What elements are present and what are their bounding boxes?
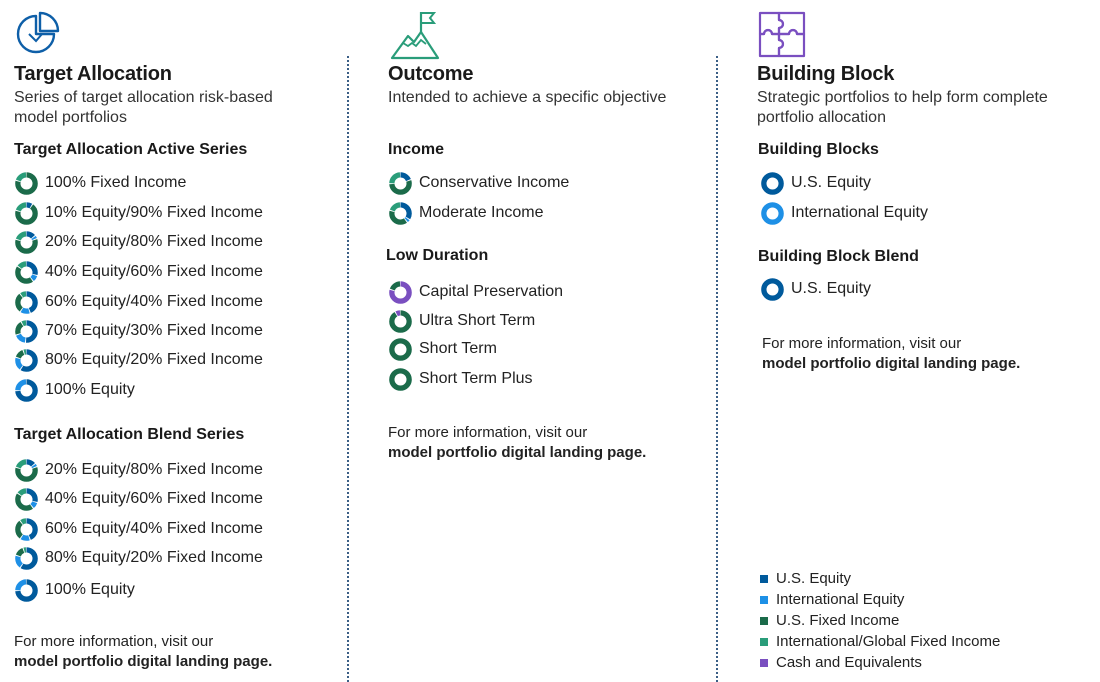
donut-segment (392, 312, 409, 329)
portfolio-label: 70% Equity/30% Fixed Income (45, 322, 263, 339)
legend-swatch (760, 596, 768, 604)
landing-page-link[interactable]: model portfolio digital landing page. (762, 355, 1021, 372)
legend-item (760, 610, 1000, 631)
allocation-donut-icon (14, 171, 39, 196)
section-heading: Target Allocation Active Series (14, 141, 248, 158)
donut-segment (764, 280, 781, 297)
column-title: Target Allocation (14, 63, 172, 85)
portfolio-item (14, 578, 135, 602)
subtitle-line: Series of target allocation risk-based (14, 89, 273, 106)
legend-item (760, 568, 1000, 589)
column-title: Outcome (388, 63, 474, 85)
subtitle-line: Intended to achieve a specific objective (388, 89, 667, 106)
allocation-donut-icon (14, 458, 39, 483)
portfolio-item (388, 337, 497, 361)
legend-swatch (760, 575, 768, 583)
allocation-donut-icon (14, 546, 39, 571)
legend-swatch (760, 617, 768, 625)
portfolio-label: U.S. Equity (791, 280, 872, 297)
legend-swatch (760, 638, 768, 646)
portfolio-item (388, 201, 544, 225)
landing-page-link[interactable]: model portfolio digital landing page. (388, 444, 647, 461)
portfolio-label: 100% Fixed Income (45, 174, 187, 191)
legend-item (760, 589, 1000, 610)
donut-segment (392, 340, 409, 357)
portfolio-label: Short Term Plus (419, 370, 533, 387)
portfolio-item (14, 171, 186, 195)
section-heading: Building Blocks (758, 141, 879, 158)
portfolio-label: Short Term (419, 340, 497, 357)
subtitle-line: portfolio allocation (757, 109, 886, 126)
allocation-donut-icon (388, 171, 413, 196)
portfolio-item (760, 277, 871, 301)
portfolio-item (760, 201, 928, 225)
portfolio-item (14, 319, 263, 343)
legend-label: Cash and Equivalents (776, 654, 922, 671)
puzzle-icon (757, 10, 809, 60)
subtitle-line: model portfolios (14, 109, 127, 126)
column-subtitle (757, 88, 1048, 128)
portfolio-item (14, 348, 263, 372)
portfolio-label: International Equity (791, 204, 928, 221)
portfolio-label: Ultra Short Term (419, 312, 536, 329)
section-heading: Target Allocation Blend Series (14, 426, 245, 443)
portfolio-label: Capital Preservation (419, 283, 564, 300)
section-heading: Income (388, 141, 445, 158)
portfolio-item (14, 230, 263, 254)
allocation-donut-icon (760, 277, 785, 302)
portfolio-item (388, 280, 563, 304)
portfolio-item (14, 290, 263, 314)
column-divider (347, 56, 349, 682)
more-info-text: For more information, visit our (762, 335, 962, 352)
portfolio-item (14, 546, 263, 570)
column-subtitle (388, 88, 666, 108)
legend-label: International Equity (776, 591, 905, 608)
more-info (388, 423, 646, 463)
allocation-donut-icon (14, 230, 39, 255)
legend-swatch (760, 659, 768, 667)
target-allocation-column (14, 0, 334, 682)
allocation-donut-icon (14, 201, 39, 226)
portfolio-item (14, 201, 263, 225)
allocation-donut-icon (14, 578, 39, 603)
allocation-donut-icon (760, 171, 785, 196)
allocation-donut-icon (388, 367, 413, 392)
legend-label: U.S. Fixed Income (776, 612, 900, 629)
portfolio-label: Conservative Income (419, 174, 570, 191)
portfolio-label: 40% Equity/60% Fixed Income (45, 490, 263, 507)
outcome-column (388, 0, 708, 682)
portfolio-label: Moderate Income (419, 204, 544, 221)
donut-segment (392, 370, 409, 387)
legend-label: U.S. Equity (776, 570, 852, 587)
portfolio-item (14, 458, 263, 482)
allocation-donut-icon (388, 309, 413, 334)
allocation-donut-icon (14, 290, 39, 315)
portfolio-item (388, 367, 533, 391)
column-title: Building Block (757, 63, 895, 85)
column-divider (716, 56, 718, 682)
section-heading: Low Duration (386, 247, 489, 264)
allocation-donut-icon (760, 201, 785, 226)
portfolio-item (14, 517, 263, 541)
portfolio-label: 10% Equity/90% Fixed Income (45, 204, 263, 221)
portfolio-item (14, 487, 263, 511)
portfolio-label: 80% Equity/20% Fixed Income (45, 549, 263, 566)
portfolio-label: 100% Equity (45, 581, 135, 598)
portfolio-item (388, 171, 569, 195)
portfolio-label: 60% Equity/40% Fixed Income (45, 293, 263, 310)
portfolio-label: 80% Equity/20% Fixed Income (45, 351, 263, 368)
subtitle-line: Strategic portfolios to help form complete (757, 89, 1048, 106)
mountain-flag-icon (390, 10, 442, 60)
donut-segment (764, 174, 781, 191)
more-info-text: For more information, visit our (388, 424, 588, 441)
portfolio-label: 60% Equity/40% Fixed Income (45, 520, 263, 537)
allocation-donut-icon (14, 517, 39, 542)
allocation-donut-icon (14, 378, 39, 403)
more-info-text: For more information, visit our (14, 633, 214, 650)
more-info (14, 632, 272, 672)
portfolio-label: 20% Equity/80% Fixed Income (45, 461, 263, 478)
pie-chart-icon (14, 10, 62, 58)
allocation-donut-icon (14, 260, 39, 285)
column-subtitle (14, 88, 273, 128)
portfolio-label: 100% Equity (45, 381, 135, 398)
legend-label: International/Global Fixed Income (776, 633, 1001, 650)
section-heading: Building Block Blend (758, 248, 919, 265)
donut-segment (764, 204, 781, 221)
portfolio-label: U.S. Equity (791, 174, 872, 191)
allocation-donut-icon (14, 487, 39, 512)
allocation-donut-icon (388, 280, 413, 305)
allocation-donut-icon (14, 348, 39, 373)
portfolio-label: 20% Equity/80% Fixed Income (45, 233, 263, 250)
portfolio-item (14, 378, 135, 402)
legend (760, 568, 1000, 673)
portfolio-item (388, 309, 535, 333)
allocation-donut-icon (388, 337, 413, 362)
more-info (762, 334, 1020, 374)
allocation-donut-icon (388, 201, 413, 226)
landing-page-link[interactable]: model portfolio digital landing page. (14, 653, 273, 670)
allocation-donut-icon (14, 319, 39, 344)
legend-item (760, 631, 1000, 652)
portfolio-item (14, 260, 263, 284)
portfolio-item (760, 171, 871, 195)
portfolio-label: 40% Equity/60% Fixed Income (45, 263, 263, 280)
legend-item (760, 652, 1000, 673)
